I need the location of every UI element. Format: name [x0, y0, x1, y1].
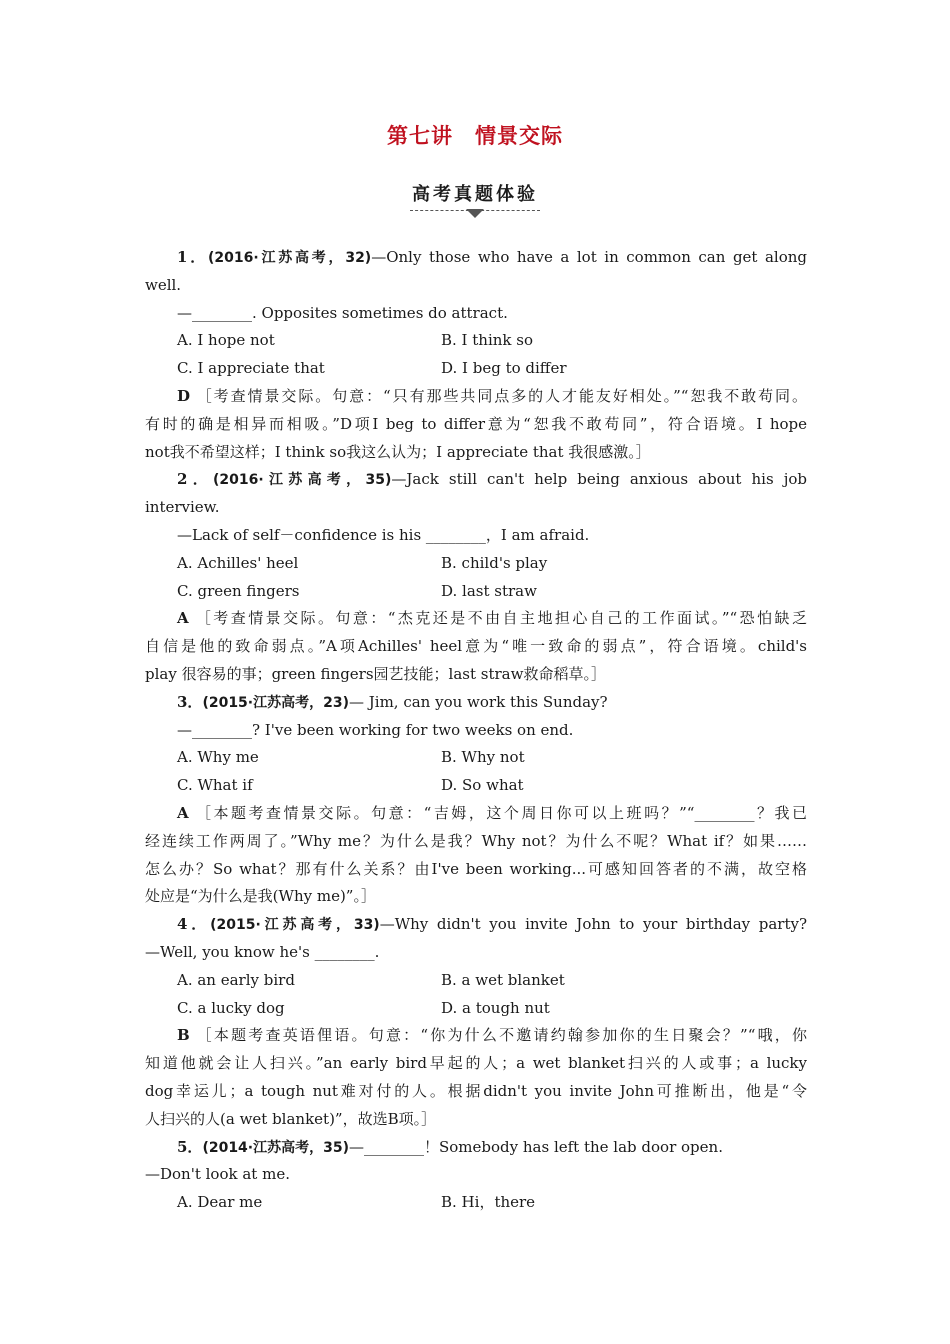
option-d: D. a tough nut	[441, 998, 550, 1017]
explanation-line: 自信是他的致命弱点。”A项Achilles' heel意为“唯一致命的弱点”，符合语境。child's	[145, 637, 807, 656]
option-c: C. What if	[177, 776, 253, 795]
explanation-line: 知道他就会让人扫兴。”an early bird早起的人；a wet blanket扫兴的人或事；a lucky	[145, 1054, 807, 1073]
question-stem: 4．(2015·江苏高考，33)—Why didn't you invite John to your birthday party?	[177, 915, 808, 934]
question-stem-cont: well.	[145, 275, 182, 294]
question-list	[145, 244, 807, 1217]
question-stem: 5．(2014·江苏高考，35)—________！Somebody has left the lab door open.	[177, 1137, 723, 1156]
option-a: A. I hope not	[177, 331, 275, 350]
question-stem: 3．(2015·江苏高考，23)— Jim, can you work this Sunday?	[177, 692, 608, 711]
options-row	[145, 327, 807, 355]
question-4	[145, 911, 807, 1133]
question-reply: —________. Opposites sometimes do attract.	[177, 303, 508, 322]
option-c: C. a lucky dog	[177, 998, 285, 1017]
section-heading	[0, 180, 950, 211]
answer-letter: A	[177, 803, 189, 822]
options-row	[145, 578, 807, 606]
option-c: C. I appreciate that	[177, 359, 325, 378]
options-row	[145, 967, 807, 995]
option-b: B. a wet blanket	[441, 970, 565, 989]
option-b: B. Why not	[441, 748, 525, 767]
option-d: D. So what	[441, 776, 524, 795]
question-reply: —________? I've been working for two weeks on end.	[177, 720, 574, 739]
explanation-line: play 很容易的事；green fingers园艺技能；last straw救命稻草。］	[145, 664, 606, 683]
option-c: C. green fingers	[177, 581, 300, 600]
question-reply: —Don't look at me.	[145, 1165, 290, 1184]
question-5	[145, 1134, 807, 1217]
explanation-line: 有时的确是相异而相吸。”D项I beg to differ意为“恕我不敢苟同”，符合语境。I hope	[145, 414, 807, 433]
question-reply: —Lack of self－confidence is his ________，I am afraid.	[177, 525, 590, 544]
answer-explanation: B ［本题考查英语俚语。句意：“你为什么不邀请约翰参加你的生日聚会？”“哦，你	[177, 1026, 807, 1045]
question-3	[145, 689, 807, 911]
option-b: B. Hi，there	[441, 1193, 536, 1212]
options-row	[145, 744, 807, 772]
answer-letter: A	[177, 609, 189, 628]
answer-explanation: A ［考查情景交际。句意：“杰克还是不由自主地担心自己的工作面试。”“恐怕缺乏	[177, 609, 807, 628]
section-triangle-icon	[466, 209, 484, 218]
question-stem: 2．(2016·江苏高考，35)—Jack still can't help being anxious about his job	[177, 470, 808, 489]
explanation-line: 处应是“为什么是我(Why me)”。］	[145, 887, 376, 906]
question-stem-cont: interview.	[145, 498, 220, 517]
options-row	[145, 995, 807, 1023]
explanation-line: not我不希望这样；I think so我这么认为；I appreciate that 我很感激。］	[145, 442, 651, 461]
option-a: A. an early bird	[177, 970, 295, 989]
explanation-line: 怎么办？So what？那有什么关系？由I've been working...可感知回答者的不满，故空格	[145, 859, 807, 878]
question-stem: 1．(2016·江苏高考，32)—Only those who have a lot in common can get along	[177, 248, 808, 266]
option-b: B. child's play	[441, 553, 548, 572]
option-b: B. I think so	[441, 331, 533, 350]
page-title: 第七讲 情景交际	[387, 124, 563, 148]
option-a: A. Why me	[177, 748, 259, 767]
explanation-line: 经连续工作两周了。”Why me？为什么是我？Why not？为什么不呢？What if？如果……	[145, 831, 807, 850]
answer-explanation: A ［本题考查情景交际。句意：“吉姆，这个周日你可以上班吗？”“________？我已	[177, 803, 807, 822]
option-d: D. last straw	[441, 581, 537, 600]
options-row	[145, 355, 807, 383]
explanation-line: dog幸运儿；a tough nut难对付的人。根据didn't you invite John可推断出，他是“令	[145, 1081, 807, 1100]
options-row	[145, 1189, 807, 1217]
option-a: A. Achilles' heel	[177, 553, 299, 572]
section-heading-text: 高考真题体验	[410, 180, 540, 211]
question-1	[145, 244, 807, 466]
options-row	[145, 772, 807, 800]
question-reply: —Well, you know he's ________.	[145, 942, 380, 961]
option-a: A. Dear me	[177, 1193, 263, 1212]
question-2	[145, 466, 807, 688]
answer-letter: B	[177, 1026, 190, 1045]
explanation-line: 人扫兴的人(a wet blanket)”，故选B项。］	[145, 1109, 437, 1128]
answer-explanation: D ［考查情景交际。句意：“只有那些共同点多的人才能友好相处。”“恕我不敢苟同。	[177, 386, 807, 405]
option-d: D. I beg to differ	[441, 359, 567, 378]
options-row	[145, 550, 807, 578]
answer-letter: D	[177, 386, 191, 405]
